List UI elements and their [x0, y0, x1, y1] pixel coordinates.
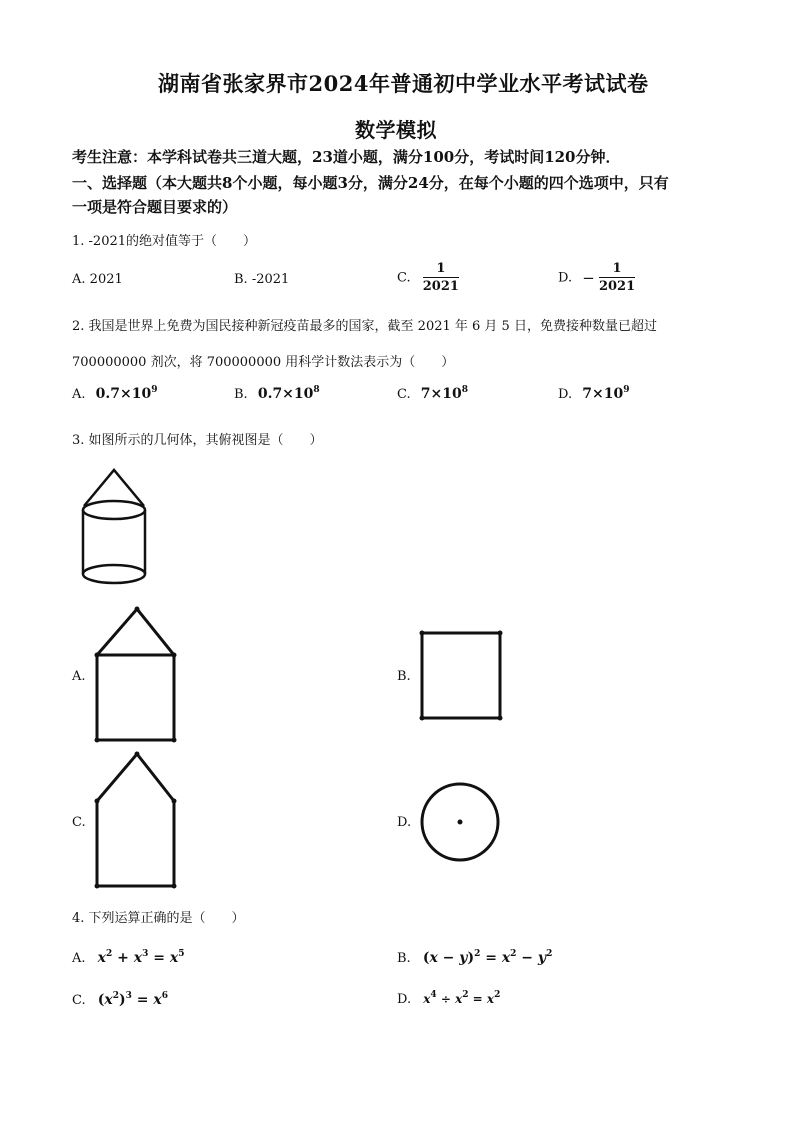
exam-notice: 考生注意：本学科试卷共三道大题，23道小题，满分100分，考试时间120分钟． [72, 148, 621, 166]
q1-option-d [558, 261, 635, 295]
q4-option-d [397, 992, 500, 1007]
section-heading-line2: 一项是符合题目要求的） [72, 198, 238, 216]
cylinder-top [83, 501, 145, 519]
q2-option-d [558, 386, 629, 402]
q2-option-b [234, 386, 320, 402]
q3-option-b-figure [420, 631, 504, 721]
q1-d-numerator: 1 [599, 261, 635, 278]
q2-c-exponent: 8 [461, 385, 468, 395]
center-dot [458, 820, 463, 825]
q3-solid-figure [80, 468, 150, 586]
q2-c-expr [421, 386, 468, 402]
q4-b-label: B. [397, 951, 411, 966]
q3-option-a-figure [94, 606, 178, 744]
q4-d-label: D. [397, 992, 412, 1007]
q1-d-denominator: 2021 [598, 279, 636, 294]
section-heading-line1: 一、选择题（本大题共8个小题，每小题3分，满分24分，在每个小题的四个选项中，只有 [72, 174, 669, 192]
q4-c-expr: $(x^2)^3 = x^6$ [97, 991, 169, 1008]
q1-option-a [72, 272, 123, 287]
q2-a-exponent: 9 [151, 385, 158, 395]
q2-b-expr [258, 386, 320, 402]
q3-stem: 3. 如图所示的几何体，其俯视图是（ ） [72, 433, 323, 448]
q1-d-sign: − [582, 269, 595, 287]
q1-b-text: -2021 [251, 272, 290, 287]
q2-stem-line1: 2. 我国是世界上免费为国民接种新冠疫苗最多的国家，截至 2021 年 6 月 5 日，免费接种数量已超过 [72, 319, 657, 334]
q1-c-fraction [423, 261, 459, 295]
q3-c-label: C. [72, 815, 86, 830]
q2-d-expr [582, 386, 629, 402]
q2-a-label: A. [72, 387, 86, 402]
q2-d-base: 7×10 [582, 386, 624, 402]
q4-option-a [72, 950, 185, 966]
q4-option-b [397, 950, 552, 966]
q2-stem-line2: 700000000 剂次，将 700000000 用科学计数法表示为（ ） [72, 355, 455, 370]
q4-a-label: A. [72, 951, 86, 966]
q3-option-c-figure [94, 751, 180, 891]
q1-a-label: A. [72, 272, 86, 287]
exam-subtitle: 数学模拟 [355, 118, 437, 142]
q1-c-numerator: 1 [423, 261, 459, 278]
q1-a-text: 2021 [89, 272, 123, 287]
q2-option-a [72, 386, 158, 402]
q2-c-base: 7×10 [420, 386, 462, 402]
q2-c-label: C. [397, 387, 411, 402]
q1-c-label: C. [397, 270, 411, 286]
q1-b-label: B. [234, 272, 248, 287]
q2-option-c [397, 386, 468, 402]
q1-option-c [397, 261, 459, 295]
q1-option-b [234, 272, 289, 287]
q2-d-label: D. [558, 387, 573, 402]
q2-a-base: 0.7×10 [95, 386, 152, 402]
cylinder-bottom [83, 565, 145, 583]
q1-d-fraction [599, 261, 635, 295]
q4-option-c [72, 992, 168, 1008]
q4-c-label: C. [72, 993, 86, 1008]
q2-b-base: 0.7×10 [257, 386, 314, 402]
q2-b-label: B. [234, 387, 248, 402]
q1-d-label: D. [558, 270, 573, 286]
q3-option-d-figure [420, 782, 502, 864]
q1-stem: 1. -2021的绝对值等于（ ） [72, 234, 257, 249]
q3-b-label: B. [397, 669, 411, 684]
q4-d-expr: $x^4 \div x^2 = x^2$ [423, 990, 501, 1006]
q3-d-label: D. [397, 815, 412, 830]
exam-title: 湖南省张家界市2024年普通初中学业水平考试试卷 [158, 71, 649, 96]
q4-a-expr: $x^2 + x^3 = x^5$ [97, 949, 185, 966]
q4-b-expr: $(x - y)^2 = x^2 - y^2$ [422, 949, 553, 966]
q3-a-label: A. [72, 669, 86, 684]
q2-b-exponent: 8 [313, 385, 320, 395]
q4-stem: 4. 下列运算正确的是（ ） [72, 911, 245, 926]
q2-d-exponent: 9 [623, 385, 630, 395]
q2-a-expr [96, 386, 158, 402]
q1-c-denominator: 2021 [422, 279, 459, 294]
